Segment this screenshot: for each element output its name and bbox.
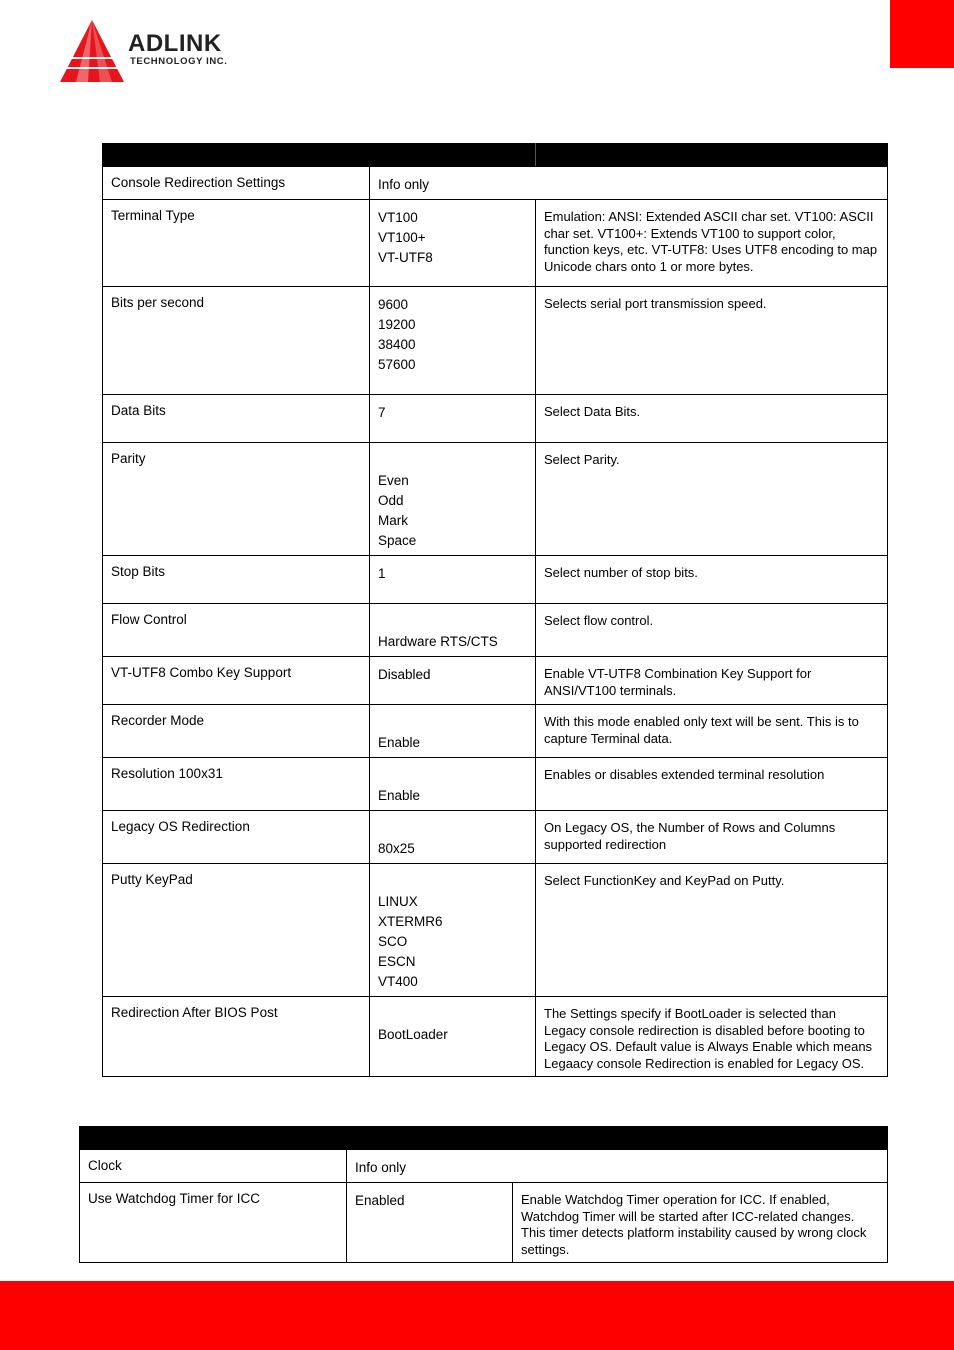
setting-description: Enable Watchdog Timer operation for ICC. If enabled, Watchdog Timer will be started after ICC-related changes. This timer detects platform instability caused by wrong clock settings. [513, 1183, 888, 1263]
setting-name: Redirection After BIOS Post [103, 997, 370, 1077]
setting-name: Bits per second [103, 287, 370, 395]
table-row [103, 167, 888, 200]
table-row [80, 1150, 888, 1183]
setting-description: On Legacy OS, the Number of Rows and Columns supported redirection [536, 811, 888, 864]
adlink-triangle-icon [58, 18, 128, 84]
option-value [378, 713, 527, 733]
setting-description: Enable VT-UTF8 Combination Key Support for ANSI/VT100 terminals. [536, 657, 888, 705]
option-value: 57600 [378, 357, 416, 372]
setting-name: Resolution 100x31 [103, 758, 370, 811]
table-row [103, 997, 888, 1077]
option-value: VT400 [378, 974, 418, 989]
option-value: Info only [378, 177, 430, 192]
option-value: Enable [378, 735, 421, 750]
option-value [378, 766, 527, 786]
option-value: 19200 [378, 317, 416, 332]
setting-options [347, 1150, 888, 1183]
option-value: LINUX [378, 894, 418, 909]
option-value: Hardware RTS/CTS [378, 634, 498, 649]
setting-options [370, 758, 536, 811]
option-value: VT100 [378, 210, 418, 225]
table-row [103, 604, 888, 657]
table-row [103, 657, 888, 705]
setting-description: Selects serial port transmission speed. [536, 287, 888, 395]
option-value: ESCN [378, 954, 416, 969]
setting-description: The Settings specify if BootLoader is selected than Legacy console redirection is disabled before booting to Legacy OS. Default value is Always Enable which means Legaacy console Redirection is enabled for Legacy OS. [536, 997, 888, 1077]
option-value: Space [378, 533, 417, 548]
setting-name: Stop Bits [103, 556, 370, 604]
setting-options [370, 811, 536, 864]
setting-description: Emulation: ANSI: Extended ASCII char set. VT100: ASCII char set. VT100+: Extends VT100 to support color, function keys, etc. VT-UTF8: Uses UTF8 encoding to map Unicode chars onto 1 or more bytes. [536, 200, 888, 287]
table-row [103, 443, 888, 556]
setting-name: Legacy OS Redirection [103, 811, 370, 864]
setting-name: Flow Control [103, 604, 370, 657]
setting-description: Select flow control. [536, 604, 888, 657]
setting-options [370, 657, 536, 705]
option-value: Enabled [355, 1193, 405, 1208]
setting-options [370, 864, 536, 997]
table-header-band [80, 1127, 888, 1150]
option-value: Mark [378, 513, 408, 528]
option-value: Odd [378, 493, 404, 508]
setting-name: Recorder Mode [103, 705, 370, 758]
option-value: BootLoader [378, 1027, 448, 1042]
table-row [103, 864, 888, 997]
setting-name: Console Redirection Settings [103, 167, 370, 200]
option-value: XTERMR6 [378, 914, 443, 929]
option-value: 1 [378, 566, 386, 581]
table-header-band [103, 144, 888, 167]
page-corner-tab [890, 0, 954, 68]
setting-options [370, 443, 536, 556]
setting-description: Select number of stop bits. [536, 556, 888, 604]
setting-options [370, 395, 536, 443]
option-value: VT100+ [378, 230, 426, 245]
setting-description: Select Data Bits. [536, 395, 888, 443]
clock-settings-table [79, 1126, 888, 1263]
table-row [103, 395, 888, 443]
serial-settings-table [102, 143, 888, 1077]
option-value: 38400 [378, 337, 416, 352]
option-value: 9600 [378, 297, 409, 312]
setting-options [370, 200, 536, 287]
setting-name: Clock [80, 1150, 347, 1183]
setting-description: With this mode enabled only text will be sent. This is to capture Terminal data. [536, 705, 888, 758]
option-value: VT-UTF8 [378, 250, 433, 265]
setting-name: Parity [103, 443, 370, 556]
option-value: Info only [355, 1160, 407, 1175]
setting-name: Putty KeyPad [103, 864, 370, 997]
setting-name: VT-UTF8 Combo Key Support [103, 657, 370, 705]
table-row [103, 705, 888, 758]
table-row [103, 287, 888, 395]
option-value: 7 [378, 405, 386, 420]
setting-description: Select Parity. [536, 443, 888, 556]
option-value [378, 1005, 527, 1025]
table-row [103, 556, 888, 604]
table-row [80, 1183, 888, 1263]
setting-options [370, 705, 536, 758]
option-value [378, 819, 527, 839]
option-value [378, 612, 527, 632]
setting-options [370, 287, 536, 395]
option-value [378, 451, 527, 471]
table-row [103, 200, 888, 287]
setting-name: Terminal Type [103, 200, 370, 287]
setting-options [370, 997, 536, 1077]
option-value: Enable [378, 788, 421, 803]
setting-options [347, 1183, 513, 1263]
option-value: Even [378, 473, 409, 488]
setting-name: Use Watchdog Timer for ICC [80, 1183, 347, 1263]
option-value: Disabled [378, 667, 431, 682]
table-row [103, 758, 888, 811]
footer-bar [0, 1281, 954, 1350]
setting-options [370, 167, 888, 200]
setting-description: Enables or disables extended terminal resolution [536, 758, 888, 811]
table-row [103, 811, 888, 864]
setting-description: Select FunctionKey and KeyPad on Putty. [536, 864, 888, 997]
option-value: SCO [378, 934, 408, 949]
option-value: 80x25 [378, 841, 415, 856]
brand-tagline: TECHNOLOGY INC. [130, 56, 228, 67]
brand-name: ADLINK [128, 30, 222, 57]
setting-options [370, 556, 536, 604]
setting-name: Data Bits [103, 395, 370, 443]
setting-options [370, 604, 536, 657]
option-value [378, 872, 527, 892]
